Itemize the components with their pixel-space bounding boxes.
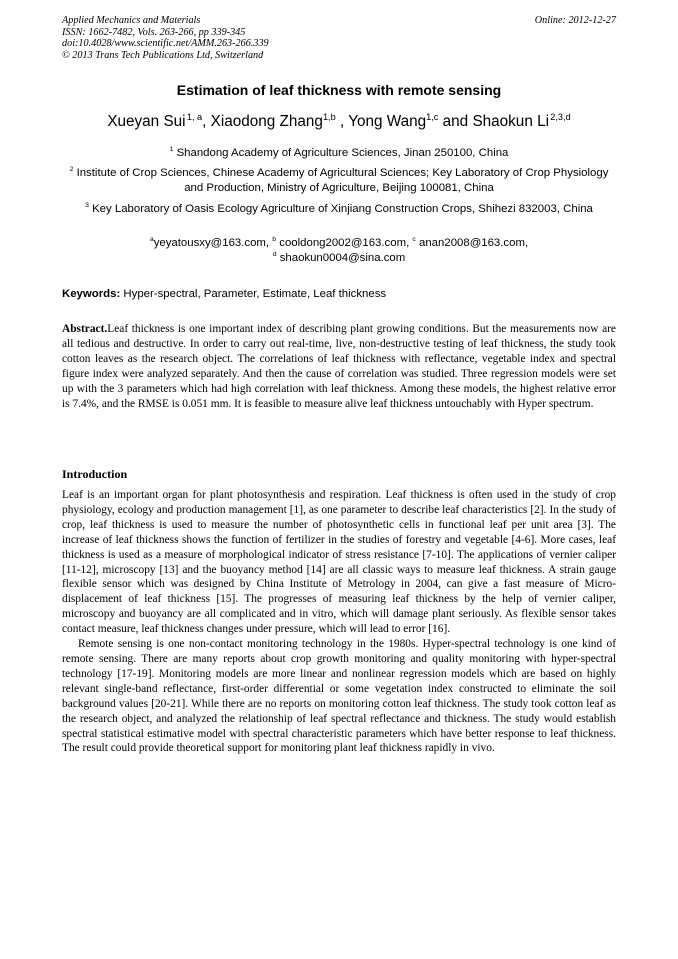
affiliation-2 <box>62 166 616 197</box>
introduction-body <box>62 488 616 756</box>
author-name: Yong Wang <box>348 113 427 130</box>
paragraph: Remote sensing is one non-contact monitoring technology in the 1980s. Hyper-spectral technology is one kind of remote sensing. There are many reports about crop growth monitoring and quality monitoring with hyper-spectral technology [17-19]. Monitoring models are more linear and nonlinear regression models which are based on highly relevant single-band reflectance, first-order differential or some vegetation index constructed to eliminate the soil background values [20-21]. While there are no reports on monitoring cotton leaf thickness. The study took cotton leaf as the research object, and analyzed the relationship of leaf spectral reflectance and thickness. The study would establish spectral statistical estimative model with spectral characteristic parameters which have better response to leaf thickness. The result could provide theoretical support for monitoring plant leaf thickness rapidly in vivo. <box>62 638 616 755</box>
email-block: $^a$yeyatousxy@163.com, $^b$ cooldong2002@163.com, $^c$ anan2008@163.com, $^d$ shaokun0004@sina.com <box>149 236 529 265</box>
affiliation-text: Key Laboratory of Oasis Ecology Agriculture of Xinjiang Construction Crops, Shihezi 832003, China <box>92 203 593 215</box>
affiliation-text: Institute of Crop Sciences, Chinese Academy of Agricultural Sciences; Key Laboratory of Crop Physiology and Production, Ministry of Agriculture, Beijing 100081, China <box>76 167 609 195</box>
copyright-line: © 2013 Trans Tech Publications Ltd, Switzerland <box>62 49 264 61</box>
author-name: Xueyan Sui <box>107 113 186 130</box>
online-date: Online: 2012-12-27 <box>534 15 616 26</box>
keywords <box>62 287 616 302</box>
author-separator: , <box>335 113 349 130</box>
keywords-label: Keywords: <box>62 288 121 300</box>
affiliation-number: 2 <box>69 166 74 174</box>
abstract-text: Leaf thickness is one important index of describing plant growing conditions. But the measurements now are all tedious and destructive. In order to carry out real-time, live, non-destructive testing of leaf thickness, the study took cotton leaves as the research object. The correlations of leaf thickness with reflectance, vegetable index and spectral figure index were analyzed separately. And then the cause of correlation was studied. Three regression models were set up with the 3 parameters which had high correlation with leaf thickness. Among these models, the highest relative error is 7.4%, and the RMSE is 0.051 mm. It is feasible to measure alive leaf thickness untouchably with Hyper spectrum. <box>62 323 616 410</box>
email-tag: a <box>149 236 154 244</box>
doi-line: doi:10.4028/www.scientific.net/AMM.263-266.339 <box>62 38 269 50</box>
email-address[interactable]: shaokun0004@sina.com <box>279 252 406 265</box>
author-list <box>62 112 616 132</box>
author-name: Xiaodong Zhang <box>210 113 323 130</box>
abstract <box>62 322 616 411</box>
affiliation-number: 3 <box>85 202 89 210</box>
affiliation-text: Shandong Academy of Agriculture Sciences, Jinan 250100, China <box>176 147 509 159</box>
email-tag: c <box>412 236 416 244</box>
issn-line: ISSN: 1662-7482, Vols. 263-266, pp 339-345 <box>62 26 246 38</box>
email-tag: b <box>272 236 277 244</box>
affiliation-1 <box>62 146 616 161</box>
paragraph: Leaf is an important organ for plant photosynthesis and respiration. Leaf thickness is often used in the study of crop physiology, ecology and production management [1], as one parameter to describe leaf characteristics [2]. In the study of crop, leaf thickness is used to measure the number of photosynthetic cells in functional leaf per unit area [3]. The increase of leaf thickness shows the function of fertilizer in the studies of forestry and vegetable [4-6]. More cases, leaf thickness is used as a measure of morphological indicator of stress resistance [7-10]. The applications of vernier caliper [11-12], microscopy [13] and the buoyancy method [14] are all classic ways to measure leaf thickness. A strain gauge flexible sensor which was designed by China Institute of Metrology in 2004, can give a fast measure of Micro-displacement of leaf thickness [15]. The progresses of measuring leaf thickness by the help of vernier caliper, microscopy and buoyancy are all complicated and in vitro, which will damage plant seriously. As flexible sensor takes contact measure, leaf thickness changes under pressure, which will lead to error [16]. <box>62 489 616 636</box>
author-name: Shaokun Li <box>472 113 549 130</box>
affiliation-3 <box>62 202 616 217</box>
email-address[interactable]: cooldong2002@163.com <box>279 237 407 249</box>
keywords-text: Hyper-spectral, Parameter, Estimate, Leaf thickness <box>120 288 387 300</box>
journal-header <box>62 15 269 61</box>
author-separator: and <box>438 113 473 130</box>
author-affil-mark: 2,3,d <box>550 111 571 122</box>
author-separator: , <box>202 113 211 130</box>
email-address[interactable]: yeyatousxy@163.com <box>153 237 266 249</box>
author-affil-mark: 1,b <box>322 111 336 122</box>
email-address[interactable]: anan2008@163.com <box>419 237 525 249</box>
journal-name: Applied Mechanics and Materials <box>62 15 201 26</box>
affiliation-number: 1 <box>169 146 174 154</box>
author-affil-mark: 1,c <box>426 111 439 122</box>
email-tag: d <box>272 251 277 259</box>
section-heading-introduction: Introduction <box>62 467 128 481</box>
abstract-label: Abstract. <box>62 323 108 335</box>
paper-title: Estimation of leaf thickness with remote sensing <box>176 82 502 98</box>
author-affil-mark: 1, a <box>186 111 203 122</box>
